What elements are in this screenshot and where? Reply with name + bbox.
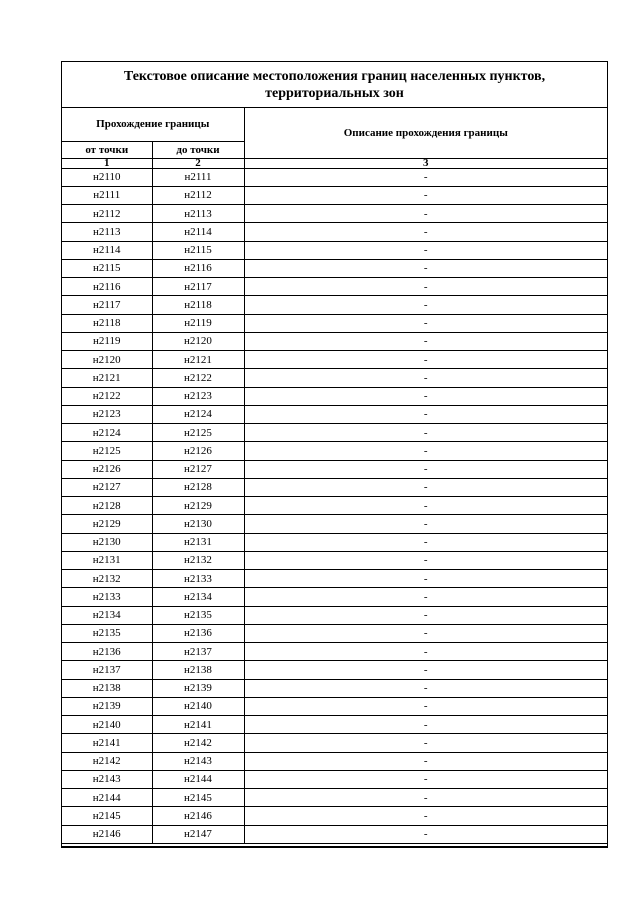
document-title-text: Текстовое описание местоположения границ населенных пунктов, территориальных зон [123, 68, 546, 101]
table-row [62, 551, 607, 569]
table-row [62, 515, 607, 533]
cell-description: - [244, 296, 607, 314]
cell-description: - [244, 588, 607, 606]
table-row [62, 259, 607, 277]
bottom-rule [61, 847, 608, 848]
table-row [62, 478, 607, 496]
cell-from-point: н2120 [62, 351, 152, 369]
cell-description: - [244, 533, 607, 551]
cell-from-point: н2126 [62, 460, 152, 478]
cell-from-point: н2142 [62, 752, 152, 770]
cell-to-point: н2122 [152, 369, 244, 387]
cell-to-point: н2118 [152, 296, 244, 314]
cell-from-point: н2145 [62, 807, 152, 825]
cell-to-point: н2130 [152, 515, 244, 533]
cell-from-point: н2127 [62, 478, 152, 496]
table-row [62, 351, 607, 369]
cell-description: - [244, 752, 607, 770]
boundary-table [62, 108, 607, 844]
cell-from-point: н2117 [62, 296, 152, 314]
cell-from-point: н2137 [62, 661, 152, 679]
table-row [62, 716, 607, 734]
cell-from-point: н2146 [62, 825, 152, 843]
cell-description: - [244, 387, 607, 405]
cell-from-point: н2129 [62, 515, 152, 533]
cell-to-point: н2129 [152, 497, 244, 515]
cell-description: - [244, 679, 607, 697]
table-row [62, 369, 607, 387]
cell-description: - [244, 497, 607, 515]
column-number-3: 3 [244, 158, 607, 168]
cell-description: - [244, 241, 607, 259]
table-row [62, 296, 607, 314]
cell-description: - [244, 716, 607, 734]
cell-description: - [244, 515, 607, 533]
cell-to-point: н2121 [152, 351, 244, 369]
cell-to-point: н2135 [152, 606, 244, 624]
cell-description: - [244, 314, 607, 332]
document-title [62, 62, 607, 108]
cell-to-point: н2116 [152, 259, 244, 277]
cell-from-point: н2112 [62, 205, 152, 223]
cell-from-point: н2122 [62, 387, 152, 405]
header-boundary-passage: Прохождение границы [62, 108, 244, 141]
cell-description: - [244, 168, 607, 186]
cell-to-point: н2123 [152, 387, 244, 405]
cell-to-point: н2147 [152, 825, 244, 843]
cell-description: - [244, 351, 607, 369]
cell-from-point: н2133 [62, 588, 152, 606]
cell-from-point: н2132 [62, 570, 152, 588]
cell-description: - [244, 789, 607, 807]
table-row [62, 424, 607, 442]
cell-from-point: н2114 [62, 241, 152, 259]
header-row-numbers [62, 158, 607, 168]
cell-description: - [244, 606, 607, 624]
cell-from-point: н2134 [62, 606, 152, 624]
cell-description: - [244, 643, 607, 661]
cell-from-point: н2123 [62, 405, 152, 423]
table-row [62, 697, 607, 715]
table-row [62, 387, 607, 405]
table-row [62, 278, 607, 296]
cell-description: - [244, 734, 607, 752]
cell-from-point: н2139 [62, 697, 152, 715]
header-row-group [62, 108, 607, 141]
cell-to-point: н2142 [152, 734, 244, 752]
cell-description: - [244, 697, 607, 715]
cell-description: - [244, 624, 607, 642]
table-body [62, 168, 607, 843]
cell-to-point: н2143 [152, 752, 244, 770]
cell-description: - [244, 259, 607, 277]
cell-description: - [244, 661, 607, 679]
cell-description: - [244, 278, 607, 296]
cell-to-point: н2115 [152, 241, 244, 259]
cell-description: - [244, 570, 607, 588]
cell-to-point: н2146 [152, 807, 244, 825]
column-number-1: 1 [62, 158, 152, 168]
table-row [62, 679, 607, 697]
table-row [62, 643, 607, 661]
cell-to-point: н2127 [152, 460, 244, 478]
cell-description: - [244, 332, 607, 350]
cell-from-point: н2130 [62, 533, 152, 551]
cell-from-point: н2115 [62, 259, 152, 277]
cell-from-point: н2121 [62, 369, 152, 387]
cell-to-point: н2144 [152, 770, 244, 788]
cell-to-point: н2140 [152, 697, 244, 715]
table-row [62, 570, 607, 588]
cell-to-point: н2119 [152, 314, 244, 332]
column-number-2: 2 [152, 158, 244, 168]
table-row [62, 661, 607, 679]
table-row [62, 205, 607, 223]
cell-from-point: н2116 [62, 278, 152, 296]
table-row [62, 223, 607, 241]
cell-description: - [244, 369, 607, 387]
cell-from-point: н2124 [62, 424, 152, 442]
table-row [62, 533, 607, 551]
cell-to-point: н2137 [152, 643, 244, 661]
cell-from-point: н2111 [62, 186, 152, 204]
cell-from-point: н2118 [62, 314, 152, 332]
table-row [62, 332, 607, 350]
cell-from-point: н2135 [62, 624, 152, 642]
cell-to-point: н2145 [152, 789, 244, 807]
cell-to-point: н2138 [152, 661, 244, 679]
cell-to-point: н2111 [152, 168, 244, 186]
table-row [62, 186, 607, 204]
cell-to-point: н2131 [152, 533, 244, 551]
cell-from-point: н2110 [62, 168, 152, 186]
cell-to-point: н2113 [152, 205, 244, 223]
cell-from-point: н2140 [62, 716, 152, 734]
table-row [62, 825, 607, 843]
cell-description: - [244, 405, 607, 423]
cell-to-point: н2112 [152, 186, 244, 204]
cell-to-point: н2134 [152, 588, 244, 606]
cell-description: - [244, 807, 607, 825]
header-description: Описание прохождения границы [244, 108, 607, 158]
cell-description: - [244, 825, 607, 843]
cell-to-point: н2125 [152, 424, 244, 442]
cell-to-point: н2133 [152, 570, 244, 588]
cell-description: - [244, 478, 607, 496]
table-row [62, 807, 607, 825]
cell-from-point: н2143 [62, 770, 152, 788]
table-row [62, 789, 607, 807]
cell-description: - [244, 223, 607, 241]
cell-from-point: н2136 [62, 643, 152, 661]
table-row [62, 588, 607, 606]
cell-from-point: н2128 [62, 497, 152, 515]
cell-from-point: н2141 [62, 734, 152, 752]
cell-to-point: н2124 [152, 405, 244, 423]
cell-to-point: н2128 [152, 478, 244, 496]
header-to-point: до точки [152, 141, 244, 158]
header-from-point: от точки [62, 141, 152, 158]
cell-to-point: н2114 [152, 223, 244, 241]
table-row [62, 314, 607, 332]
table-row [62, 405, 607, 423]
cell-description: - [244, 442, 607, 460]
table-row [62, 241, 607, 259]
table-row [62, 497, 607, 515]
cell-description: - [244, 551, 607, 569]
table-row [62, 734, 607, 752]
cell-description: - [244, 424, 607, 442]
cell-from-point: н2113 [62, 223, 152, 241]
cell-to-point: н2136 [152, 624, 244, 642]
cell-description: - [244, 186, 607, 204]
cell-to-point: н2141 [152, 716, 244, 734]
cell-to-point: н2126 [152, 442, 244, 460]
cell-from-point: н2125 [62, 442, 152, 460]
cell-to-point: н2117 [152, 278, 244, 296]
table-row [62, 168, 607, 186]
cell-from-point: н2138 [62, 679, 152, 697]
table-row [62, 442, 607, 460]
table-row [62, 460, 607, 478]
cell-to-point: н2132 [152, 551, 244, 569]
table-row [62, 752, 607, 770]
cell-to-point: н2139 [152, 679, 244, 697]
table-row [62, 770, 607, 788]
cell-from-point: н2119 [62, 332, 152, 350]
document-frame [61, 61, 608, 847]
cell-from-point: н2131 [62, 551, 152, 569]
cell-description: - [244, 460, 607, 478]
cell-from-point: н2144 [62, 789, 152, 807]
table-row [62, 624, 607, 642]
cell-description: - [244, 205, 607, 223]
cell-description: - [244, 770, 607, 788]
cell-to-point: н2120 [152, 332, 244, 350]
table-row [62, 606, 607, 624]
